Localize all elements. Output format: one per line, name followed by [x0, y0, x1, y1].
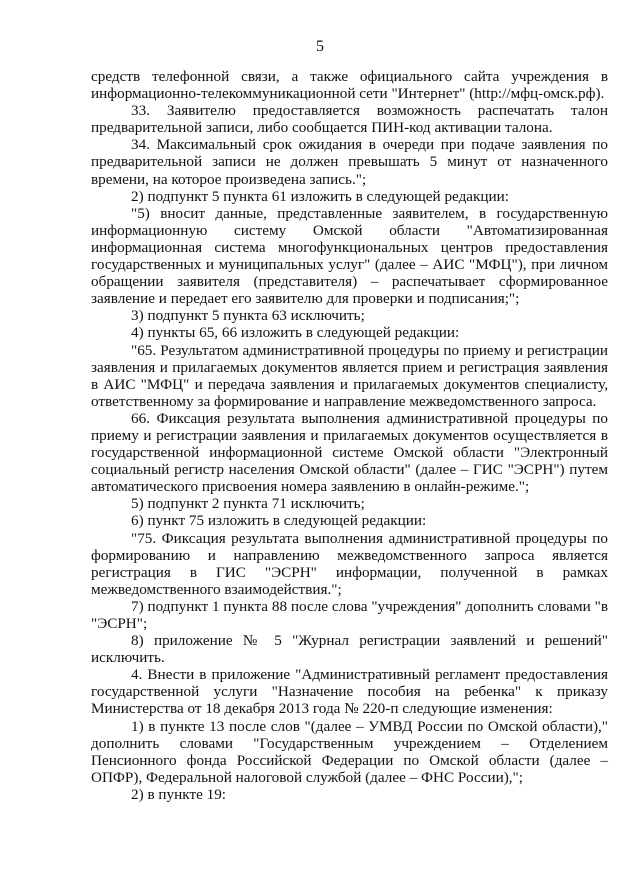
paragraph: 2) в пункте 19:: [131, 785, 227, 803]
paragraph: 4. Внести в приложение "Административный регламент предоставления государственной услуги "Назначение пособия на ребенка" к приказу Министерства от 18 декабря 2013 года № 220-п следующие изменения:: [91, 666, 608, 718]
paragraph: "75. Фиксация результата выполнения административной процедуры по формированию и направлению межведомственного запроса является регистрация в ГИС "ЭСРН" информации, полученной в рамках межведомственного взаимодействия.";: [91, 529, 608, 598]
paragraph: 66. Фиксация результата выполнения административной процедуры по приему и регистрации заявления и прилагаемых документов осуществляется в государственной информационной системе Омской области "Электронный социальный регистр населения Омской области" (далее – ГИС "ЭСРН") путем автоматического присвоения номера заявлению в онлайн-режиме.";: [91, 409, 608, 496]
paragraph: 3) подпункт 5 пункта 63 исключить;: [131, 307, 365, 325]
paragraph: 1) в пункте 13 после слов "(далее – УМВД России по Омской области)," дополнить словами "Государственным учреждением – Отделением Пенсионного фонда Российской Федерации по Омской области (далее – ОПФР), Федеральной налоговой службой (далее – ФНС России),";: [91, 717, 608, 786]
document-body: [91, 68, 608, 803]
paragraph: 8) приложение № 5 "Журнал регистрации заявлений и решений" исключить.: [91, 632, 608, 667]
paragraph: 33. Заявителю предоставляется возможность распечатать талон предварительной записи, либо сообщается ПИН-код активации талона.: [91, 102, 608, 137]
paragraph: 5) подпункт 2 пункта 71 исключить;: [131, 495, 365, 513]
paragraph: 34. Максимальный срок ожидания в очереди при подаче заявления по предварительной записи не должен превышать 5 минут от назначенного времени, на которое произведена запись.";: [91, 136, 608, 188]
paragraph: средств телефонной связи, а также официального сайта учреждения в информационно-телекоммуникационной сети "Интернет" (http://мфц-омск.рф).: [91, 68, 608, 103]
paragraph: 6) пункт 75 изложить в следующей редакции:: [131, 512, 427, 530]
paragraph: "5) вносит данные, представленные заявителем, в государственную информационную систему Омской области "Автоматизированная информационная система многофункциональных центров предоставления государственных и муниципальных услуг" (далее – АИС "МФЦ"), при личном обращении заявителя (представителя) – распечатывает сформированное заявление и передает его заявителю для проверки и подписания;";: [91, 204, 608, 308]
page-number: 5: [316, 38, 324, 55]
paragraph: 4) пункты 65, 66 изложить в следующей редакции:: [131, 324, 460, 342]
paragraph: 2) подпункт 5 пункта 61 изложить в следующей редакции:: [131, 187, 510, 205]
paragraph: "65. Результатом административной процедуры по приему и регистрации заявления и прилагаемых документов является прием и регистрация заявления в АИС "МФЦ" и передача заявления и прилагаемых документов специалисту, ответственному за формирование и направление межведомственного запроса.: [91, 341, 608, 410]
paragraph: 7) подпункт 1 пункта 88 после слова "учреждения" дополнить словами "в "ЭСРН";: [91, 597, 608, 632]
